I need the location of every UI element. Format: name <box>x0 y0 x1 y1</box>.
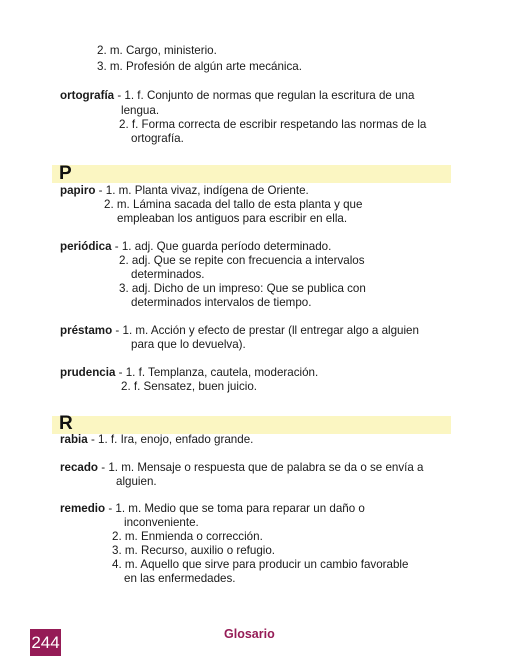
definition-line: - 1. f. Ira, enojo, enfado grande. <box>87 433 254 446</box>
entry-term: periódica <box>60 240 112 253</box>
glossary-entry-ortografia <box>60 89 414 104</box>
definition-line: - 1. m. Planta vivaz, indígena de Oriente. <box>95 184 309 197</box>
entry-term: rabia <box>60 433 88 446</box>
entry-term: préstamo <box>60 324 113 337</box>
definition-line: determinados. <box>131 268 205 281</box>
glossary-entry-rabia <box>60 433 253 448</box>
definition-line: - 1. m. Medio que se toma para reparar un daño o <box>105 502 365 515</box>
definition-line: - 1. adj. Que guarda período determinado. <box>111 240 332 253</box>
definition-line: lengua. <box>121 104 160 117</box>
glossary-entry-recado <box>60 461 424 476</box>
definition-line: 2. m. Lámina sacada del tallo de esta planta y que <box>104 198 363 211</box>
definition-line: 3. m. Recurso, auxilio o refugio. <box>112 544 276 557</box>
glossary-entry-prudencia <box>60 366 318 381</box>
section-letter-p: P <box>59 163 72 184</box>
entry-term: recado <box>60 461 99 474</box>
entry-term: papiro <box>60 184 96 197</box>
definition-line: 4. m. Aquello que sirve para producir un cambio favorable <box>112 558 409 571</box>
glossary-entry-periodica <box>60 240 331 255</box>
definition-line: - 1. f. Conjunto de normas que regulan la escritura de una <box>114 89 415 102</box>
definition-line: 3. m. Profesión de algún arte mecánica. <box>97 60 302 73</box>
definition-line: 2. m. Cargo, ministerio. <box>97 44 217 57</box>
footer-title: Glosario <box>224 627 275 641</box>
definition-line: para que lo devuelva). <box>131 338 246 351</box>
section-band-r <box>52 413 451 434</box>
section-letter-r: R <box>59 413 73 434</box>
page-number: 244 <box>30 629 61 656</box>
definition-line: inconveniente. <box>124 516 199 529</box>
entry-term: prudencia <box>60 366 116 379</box>
definition-line: - 1. m. Acción y efecto de prestar (ll entregar algo a alguien <box>112 324 419 337</box>
definition-line: 3. adj. Dicho de un impreso: Que se publica con <box>119 282 366 295</box>
glossary-entry-prestamo <box>60 324 419 339</box>
definition-line: 2. f. Sensatez, buen juicio. <box>121 380 257 393</box>
definition-line: - 1. f. Templanza, cautela, moderación. <box>115 366 319 379</box>
definition-line: 2. f. Forma correcta de escribir respetando las normas de la <box>119 118 427 131</box>
glossary-entry-papiro <box>60 184 309 199</box>
definition-line: en las enfermedades. <box>124 572 236 585</box>
section-band-p <box>52 165 451 183</box>
entry-term: ortografía <box>60 89 115 102</box>
definition-line: 2. adj. Que se repite con frecuencia a intervalos <box>119 254 365 267</box>
definition-line: determinados intervalos de tiempo. <box>131 296 312 309</box>
definition-line: alguien. <box>116 475 157 488</box>
definition-line: ortografía. <box>131 132 184 145</box>
entry-term: remedio <box>60 502 106 515</box>
glossary-entry-remedio <box>60 502 365 517</box>
definition-line: empleaban los antiguos para escribir en ella. <box>117 212 348 225</box>
definition-line: - 1. m. Mensaje o respuesta que de palabra se da o se envía a <box>98 461 424 474</box>
definition-line: 2. m. Enmienda o corrección. <box>112 530 263 543</box>
